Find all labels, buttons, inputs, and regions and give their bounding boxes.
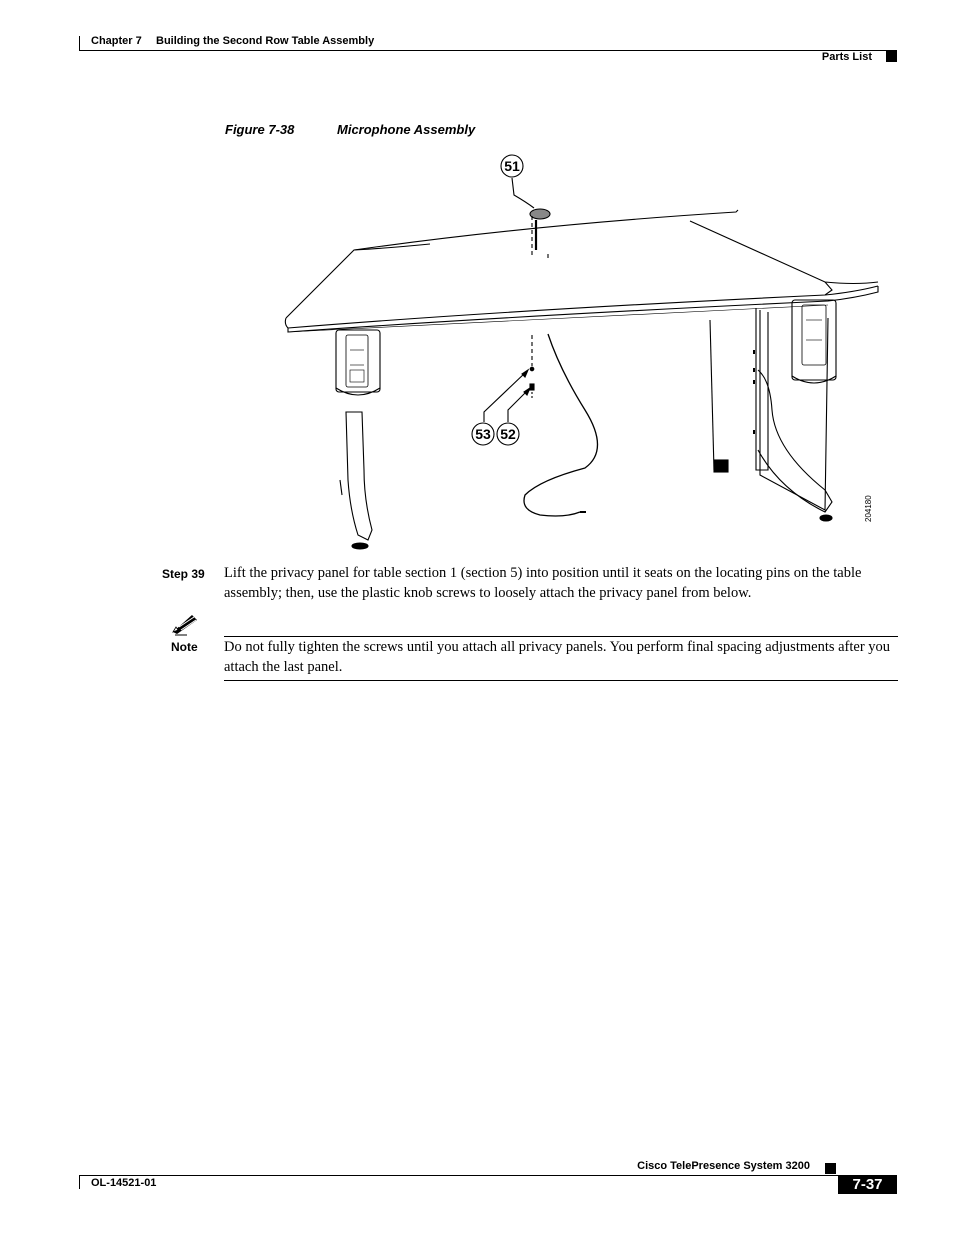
pencil-icon	[171, 612, 199, 636]
note-label: Note	[171, 640, 198, 654]
callout-53: 53	[475, 426, 491, 442]
note-text: Do not fully tighten the screws until you attach all privacy panels. You perform final spacing adjustments after you attach the last panel.	[224, 639, 891, 675]
figure-title: Microphone Assembly	[337, 122, 476, 137]
footer-marker-block	[825, 1163, 836, 1174]
microphone	[530, 209, 550, 219]
note-bottom-rule	[224, 680, 898, 681]
table-top-far-edge	[690, 221, 878, 284]
step-text: Lift the privacy panel for table section 1 (section 5) into position until it seats on the locating pins on the table assembly; then, use the plastic knob screws to loosely attach the privacy panel from below.	[224, 565, 862, 601]
note-top-rule	[224, 636, 898, 637]
header-section: Parts List	[821, 51, 872, 63]
header-chapter-title: Building the Second Row Table Assembly	[156, 35, 375, 47]
microphone-cable	[524, 334, 598, 516]
footer-page-number: 7-37	[838, 1176, 897, 1194]
table-top	[286, 210, 738, 318]
left-leg	[346, 412, 372, 540]
art-id: 204180	[864, 495, 873, 522]
right-leg	[758, 370, 832, 512]
header-marker-block	[886, 51, 897, 62]
footer-doc-number: OL-14521-01	[91, 1177, 157, 1189]
footer-vertical-rule	[79, 1175, 80, 1189]
header-vertical-rule	[79, 36, 80, 50]
figure-number: Figure 7-38	[225, 122, 295, 137]
footer-rule	[79, 1175, 897, 1176]
footer-product: Cisco TelePresence System 3200	[637, 1160, 810, 1172]
microphone-assembly-illustration	[280, 150, 890, 555]
header-rule	[79, 50, 897, 51]
left-pedestal	[336, 330, 380, 392]
callout-51: 51	[504, 158, 520, 174]
header-chapter: Chapter 7	[91, 35, 142, 47]
callout-52: 52	[500, 426, 516, 442]
step-label: Step 39	[162, 567, 205, 581]
right-support-panel	[756, 308, 768, 470]
